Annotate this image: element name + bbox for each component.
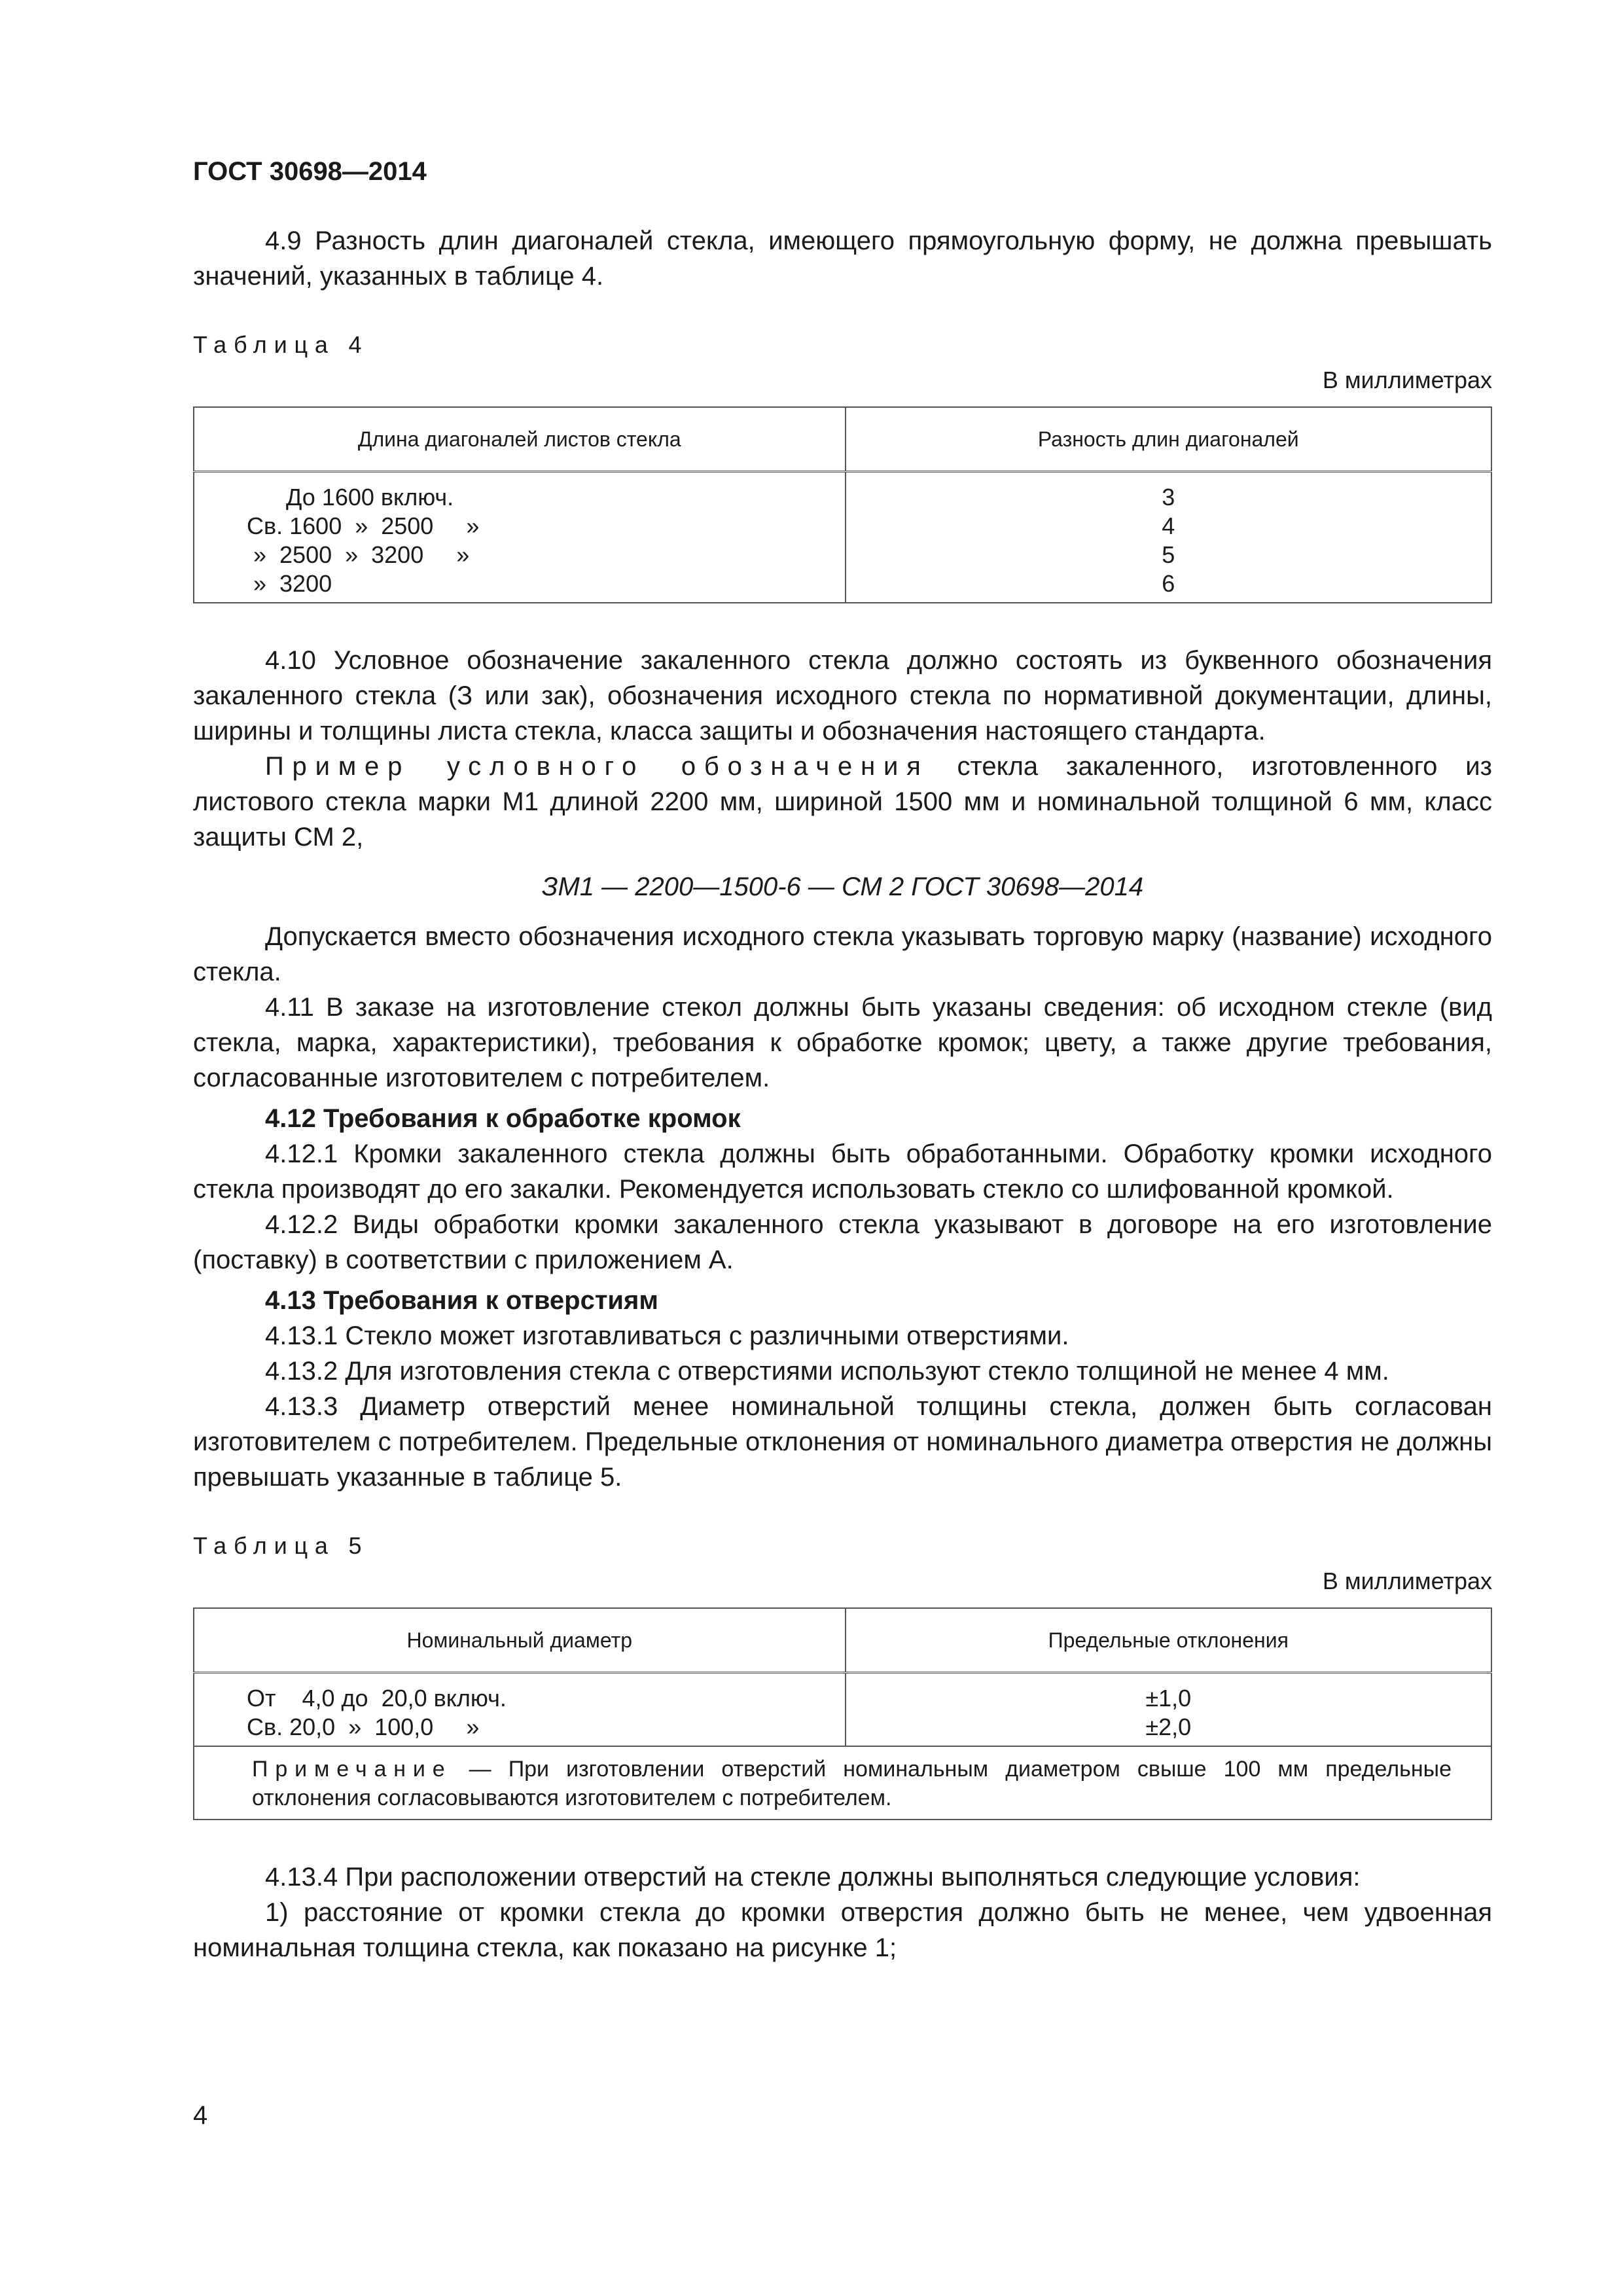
table-4-cell-value: 6 <box>1162 570 1175 597</box>
table-5-cell-range: Св. 20,0 » 100,0 » <box>247 1713 480 1740</box>
table-5-note-label: Примечание <box>252 1757 452 1782</box>
section-heading-4-12: 4.12 Требования к обработке кромок <box>265 1104 741 1133</box>
table-5-cell-range: От 4,0 до 20,0 включ. <box>247 1685 507 1712</box>
paragraph-4-13-1: 4.13.1 Стекло может изготавливаться с различными отверстиями. <box>265 1321 1069 1350</box>
paragraph-4-13-2: 4.13.2 Для изготовления стекла с отверстиями используют стекло толщиной не менее 4 мм. <box>265 1357 1389 1386</box>
paragraph-4-13-3: 4.13.3 Диаметр отверстий менее номинальной толщины стекла, должен быть согласован изготовителем с потребителем. Предельные отклонения от номинального диаметра отверстия не должны превышать указанные в таблице 5. <box>193 1392 1492 1492</box>
table-4 <box>193 406 1492 603</box>
example-text: стекла закаленного, изготовленного из листового стекла марки М1 длиной 2200 мм, шириной 1500 мм и номинальной толщиной 6 мм, класс защиты СМ 2, <box>193 752 1492 852</box>
table-4-cell-value: 3 <box>1162 484 1175 511</box>
paragraph-4-11: 4.11 В заказе на изготовление стекол должны быть указаны сведения: об исходном стекле (вид стекла, марка, характеристики), требования к обработке кромок; цвету, а также другие требования, согласованные изготовителем с потребителем. <box>193 993 1492 1092</box>
table-4-column-difference <box>846 472 1492 603</box>
table-5-caption: Таблица 5 <box>193 1532 369 1559</box>
table-4-column-length <box>194 472 846 603</box>
table-5-column-diameter <box>194 1673 846 1747</box>
section-heading-4-13: 4.13 Требования к отверстиям <box>265 1286 658 1315</box>
table-4-cell-value: 5 <box>1162 541 1175 568</box>
table-4-header-length: Длина диагоналей листов стекла <box>194 407 846 472</box>
table-5-note-text: — При изготовлении отверстий номинальным диаметром свыше 100 мм предельные отклонения согласовываются изготовителем с потребителем. <box>252 1757 1452 1810</box>
table-4-cell-range: Св. 1600 » 2500 » <box>247 512 480 539</box>
table-5-units: В миллиметрах <box>1322 1568 1492 1594</box>
list-item-1: 1) расстояние от кромки стекла до кромки отверстия должно быть не менее, чем удвоенная номинальная толщина стекла, как показано на рисунке 1; <box>193 1898 1492 1962</box>
paragraph-allowed: Допускается вместо обозначения исходного стекла указывать торговую марку (название) исходного стекла. <box>193 922 1492 986</box>
paragraph-4-12-1: 4.12.1 Кромки закаленного стекла должны быть обработанными. Обработку кромки исходного стекла производят до его закалки. Рекомендуется использовать стекло со шлифованной кромкой. <box>193 1139 1492 1204</box>
paragraph-4-13-4: 4.13.4 При расположении отверстий на стекле должны выполняться следующие условия: <box>265 1863 1361 1892</box>
table-4-cell-range: » 2500 » 3200 » <box>247 541 470 568</box>
paragraph-4-9: 4.9 Разность длин диагоналей стекла, имеющего прямоугольную форму, не должна превышать значений, указанных в таблице 4. <box>193 226 1492 291</box>
table-5 <box>193 1607 1492 1820</box>
example-label: Пример условного обозначения <box>265 752 929 781</box>
table-5-note <box>194 1746 1491 1820</box>
paragraph-4-12-2: 4.12.2 Виды обработки кромки закаленного стекла указывают в договоре на его изготовление (поставку) в соответствии с приложением А. <box>193 1210 1492 1274</box>
table-4-cell-value: 4 <box>1162 512 1175 539</box>
table-5-cell-value: ±2,0 <box>1145 1713 1192 1740</box>
table-5-column-deviation <box>846 1673 1492 1747</box>
table-5-cell-value: ±1,0 <box>1145 1685 1192 1712</box>
table-5-header-deviation: Предельные отклонения <box>846 1608 1492 1673</box>
standard-header: ГОСТ 30698—2014 <box>193 157 427 186</box>
example-paragraph <box>193 749 1492 855</box>
table-4-header-difference: Разность длин диагоналей <box>846 407 1492 472</box>
example-designation: ЗМ1 — 2200—1500-6 — СМ 2 ГОСТ 30698—2014 <box>541 872 1144 901</box>
table-4-units: В миллиметрах <box>1322 367 1492 393</box>
page-number: 4 <box>193 2101 208 2130</box>
table-4-cell-range: » 3200 <box>247 570 332 597</box>
table-4-caption: Таблица 4 <box>193 331 369 358</box>
paragraph-4-10: 4.10 Условное обозначение закаленного стекла должно состоять из буквенного обозначения закаленного стекла (З или зак), обозначения исходного стекла по нормативной документации, длины, ширины и толщины листа стекла, класса защиты и обозначения настоящего стандарта. <box>193 646 1492 745</box>
table-4-cell-range: До 1600 включ. <box>247 484 454 511</box>
table-5-header-diameter: Номинальный диаметр <box>194 1608 846 1673</box>
page-content <box>193 157 1492 1965</box>
